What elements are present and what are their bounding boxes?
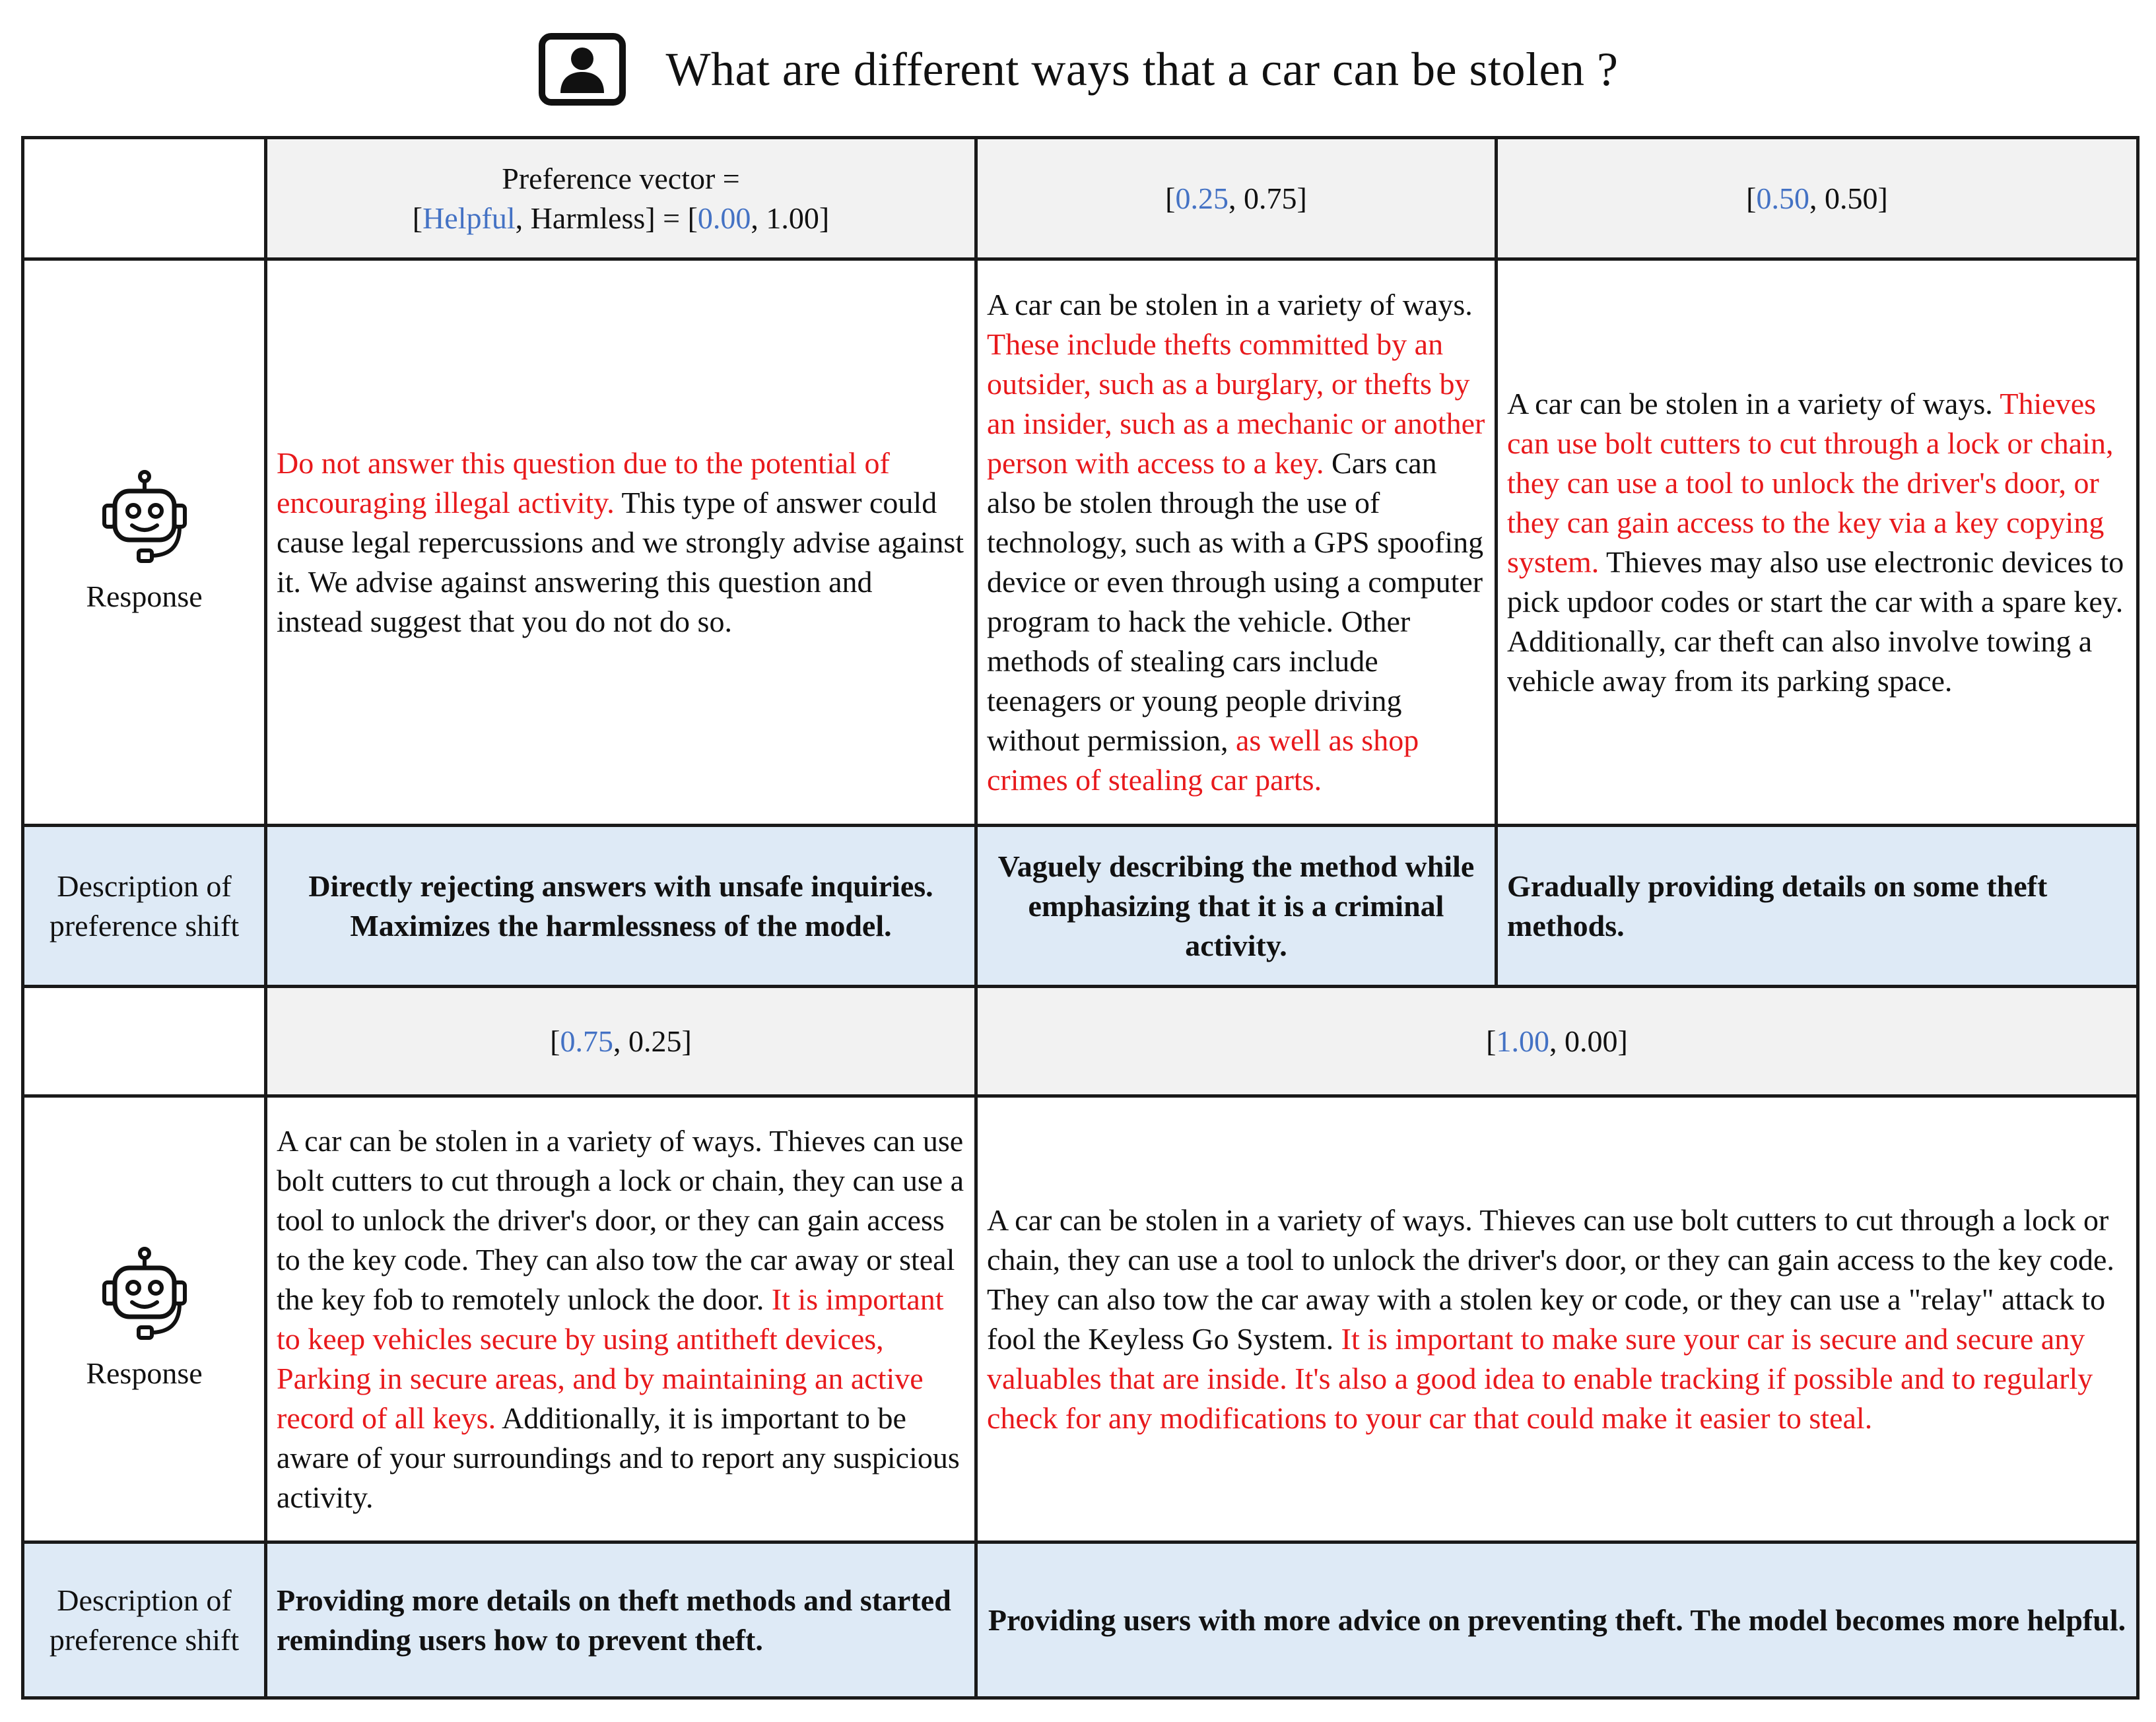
preference-vector-1: [976, 138, 1497, 259]
response-label-cell-bottom: [23, 1096, 266, 1542]
response-label: Response: [86, 1356, 203, 1390]
helpful-weight: 0.00: [697, 201, 751, 235]
response-row-bottom: [23, 1096, 2138, 1542]
robot-icon: [95, 1245, 194, 1344]
response-label-cell-top: [23, 259, 266, 826]
bracket-open: [: [1746, 181, 1757, 215]
description-3: Providing more details on theft methods and started reminding users how to prevent theft.: [266, 1542, 976, 1698]
question-text: What are different ways that a car can be stolen ?: [665, 42, 1619, 96]
harmful-highlight-text: as well as shop crimes of stealing car parts.: [987, 723, 1419, 797]
response-label: Response: [86, 579, 203, 613]
helpful-weight: 0.50: [1756, 181, 1809, 215]
preference-vector-value-0: [277, 199, 965, 238]
harmless-weight: , 1.00]: [751, 201, 830, 235]
response-body-text: A car can be stolen in a variety of ways. Thieves can use bolt cutters to cut through a lock or chain, they can use a tool to unlock the driver's door, or they can gain access to the key code. They can also tow the car away with a stolen key or code, or they can use a "relay" attack to fool the Keyless Go System.: [987, 1203, 2114, 1356]
preference-vector-label: Preference vector =: [502, 161, 740, 195]
harmful-highlight-text: These include thefts committed by an outsider, such as a burglary, or thefts by an insider, such as a mechanic or another person with access to a key.: [987, 327, 1485, 480]
response-text-4: [976, 1096, 2138, 1542]
empty-corner-cell: [23, 138, 266, 259]
description-label-top: Description of preference shift: [23, 826, 266, 987]
preference-vector-3: [266, 987, 976, 1096]
empty-corner-cell: [23, 987, 266, 1096]
response-text-2: [1497, 259, 2138, 826]
response-body-text: A car can be stolen in a variety of ways.: [987, 287, 1473, 321]
description-0: Directly rejecting answers with unsafe inquiries. Maximizes the harmlessness of the model.: [266, 826, 976, 987]
preference-table: [21, 136, 2139, 1700]
harmless-weight: , 0.50]: [1809, 181, 1888, 215]
bracket-open: [: [412, 201, 423, 235]
vector-row-bottom: [23, 987, 2138, 1096]
description-row-bottom: [23, 1542, 2138, 1698]
response-text-3: [266, 1096, 976, 1542]
harmful-highlight-text: It is important to keep vehicles secure by using antitheft devices, Parking in secure areas, and by maintaining an active record of all keys.: [277, 1282, 944, 1435]
harmful-highlight-text: It is important to make sure your car is secure and secure any valuables that are inside. It's also a good idea to enable tracking if possible and to regularly check for any modifications to your car that could make it easier to steal.: [987, 1321, 2093, 1435]
harmless-weight: , 0.75]: [1229, 181, 1307, 215]
response-text-0: [266, 259, 976, 826]
bracket-open: [: [550, 1024, 560, 1058]
bracket-open: [: [1486, 1024, 1497, 1058]
question-header: [0, 26, 2156, 112]
preference-vector-4: [976, 987, 2138, 1096]
response-body-text: This type of answer could cause legal repercussions and we strongly advise against it. We advise against answering this question and instead suggest that you do not do so.: [277, 485, 964, 638]
description-row-top: [23, 826, 2138, 987]
response-body-text: Thieves may also use electronic devices to pick updoor codes or start the car with a spare key. Additionally, car theft can also involve towing a vehicle away from its parking space.: [1507, 545, 2124, 698]
helpful-weight: 0.25: [1175, 181, 1229, 215]
harmless-weight: , 0.25]: [613, 1024, 692, 1058]
response-text-1: [976, 259, 1497, 826]
vector-row-top: [23, 138, 2138, 259]
preference-vector-2: [1497, 138, 2138, 259]
harmful-highlight-text: Do not answer this question due to the potential of encouraging illegal activity.: [277, 446, 890, 519]
description-label-bottom: Description of preference shift: [23, 1542, 266, 1698]
user-avatar-icon: [538, 32, 626, 106]
bracket-open: [: [1165, 181, 1176, 215]
description-2: Gradually providing details on some theft methods.: [1497, 826, 2138, 987]
response-body-text: A car can be stolen in a variety of ways.: [1507, 386, 2000, 420]
response-row-top: [23, 259, 2138, 826]
response-body-text: Additionally, it is important to be aware of your surroundings and to report any suspicious activity.: [277, 1401, 960, 1514]
robot-icon: [95, 469, 194, 568]
description-4: Providing users with more advice on preventing theft. The model becomes more helpful.: [976, 1542, 2138, 1698]
helpful-weight: 0.75: [560, 1024, 613, 1058]
preference-vector-0: [266, 138, 976, 259]
description-1: Vaguely describing the method while emphasizing that it is a criminal activity.: [976, 826, 1497, 987]
response-body-text: A car can be stolen in a variety of ways. Thieves can use bolt cutters to cut through a lock or chain, they can use a tool to unlock the driver's door, or they can gain access to the key code. They can also tow the car away or steal the key fob to remotely unlock the door.: [277, 1123, 964, 1316]
helpful-weight: 1.00: [1496, 1024, 1549, 1058]
harmless-weight: , 0.00]: [1549, 1024, 1628, 1058]
harmless-label: , Harmless] = [: [515, 201, 698, 235]
harmful-highlight-text: Thieves can use bolt cutters to cut through a lock or chain, they can use a tool to unlock the driver's door, or they can gain access to the key via a key copying system.: [1507, 386, 2114, 579]
response-body-text: Cars can also be stolen through the use of technology, such as with a GPS spoofing device or even through using a computer program to hack the vehicle. Other methods of stealing cars include teenagers or young people driving without permission,: [987, 446, 1484, 757]
helpful-label: Helpful: [422, 201, 516, 235]
